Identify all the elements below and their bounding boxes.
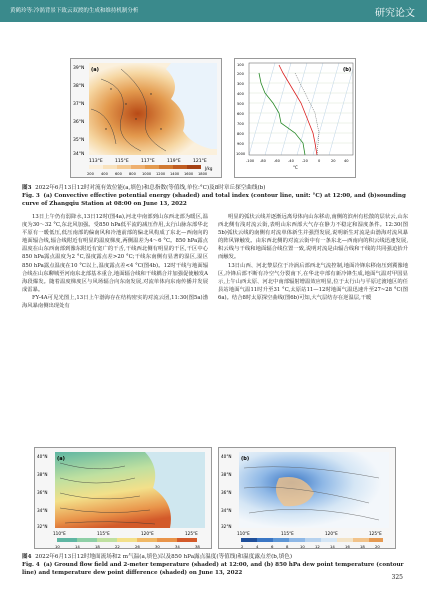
lon-label: 110°E	[237, 531, 250, 536]
paragraph: 明显的弧状云线并逐渐远离母体向山东移动,南侧的滨州有松散的层状云,山东西北侧有浅对流云街,表明山东西部大气存在静力不稳定和湿度条件。12:30(图5b)弧状云线的南侧有对流单体新生并强烈发展,说明新生对流是由渤海对流风暴的阵风锋触发。由东西北侧的对流云街中有一条东北—西南向的积云线迅速发展,积云线与干线和地面辐合线位置一致,说明对流是由辐合线和干线的共同强迫抬升而触发。	[218, 214, 408, 261]
figure-3b-sounding	[234, 58, 356, 178]
caption-cn: 图3 2022年6月13日12时对流有效位能(a,填色)和总指数(等值线,单位:°C)及8时章丘探空曲线(b)	[22, 185, 266, 191]
colorbar-tick: 10	[300, 544, 305, 549]
temp-flow-svg	[35, 448, 212, 549]
colorbar-tick: 1800	[198, 172, 208, 176]
colorbar	[241, 538, 383, 542]
colorbar-tick: 12	[315, 544, 320, 549]
panel-label: (b)	[343, 67, 352, 73]
sounding-svg	[235, 59, 356, 178]
colorbar-tick: 14	[75, 544, 80, 549]
lat-label: 34°N	[37, 508, 48, 513]
lon-label: 110°E	[53, 531, 66, 536]
colorbar-tick: 16	[345, 544, 350, 549]
pressure-label: 400	[237, 92, 244, 96]
pressure-label: 600	[237, 112, 244, 116]
caption-cn: 图4 2022年6月13日12时地面流场和2 m气温(a,填色)以及850 hPa露点温度(等值线)和温度露点差(b,填色)	[22, 554, 293, 560]
lat-label: 39°N	[73, 66, 85, 71]
caption-en: Fig. 4 (a) Ground flow field and 2-meter temperature (shaded) at 12:00, and (b) 850 hPa dew point temperature (contour line) and temperature dew point difference (shaded) on June 13, 2022	[22, 562, 404, 576]
colorbar-tick: 4	[256, 544, 259, 549]
dewpoint-curve	[259, 73, 305, 155]
pressure-label: 1000	[236, 152, 246, 156]
colorbar-tick: 800	[129, 172, 136, 176]
lat-label: 38°N	[73, 84, 85, 89]
lat-label: 36°N	[73, 120, 85, 125]
pressure-label: 700	[237, 122, 244, 126]
lat-label: 32°N	[221, 524, 232, 529]
lon-label: 115°E	[97, 531, 110, 536]
lat-label: 40°N	[37, 454, 48, 459]
temp-label: -20	[302, 159, 308, 163]
pressure-label: 900	[237, 142, 244, 146]
colorbar	[89, 165, 201, 169]
temp-label: 40	[344, 159, 349, 163]
pressure-label: 800	[237, 132, 244, 136]
pressure-label: 200	[237, 72, 244, 76]
cape-map-svg	[71, 59, 222, 178]
caption-en: Fig. 3 (a) Convective effective potential energy (shaded) and total index (contour line, unit: °C) at 12:00, and (b)sounding curve of Zhangqiu Station at 08:00 on June 13, 2022	[22, 193, 406, 207]
temp-label: 20	[331, 159, 336, 163]
temp-label: -60	[274, 159, 280, 163]
running-title: 黄鹤玲等:冷涡背景下致云双渡的生成和维持机制分析	[10, 8, 139, 14]
parcel-curve	[295, 73, 319, 155]
panel-label: (a)	[91, 67, 99, 73]
pressure-label: 100	[237, 63, 244, 67]
temp-label: 0	[318, 159, 321, 163]
colorbar-tick: 26	[135, 544, 140, 549]
colorbar-tick: 1000	[142, 172, 152, 176]
lon-label: 120°E	[325, 531, 338, 536]
section-label: 研究论文	[375, 8, 415, 19]
lat-label: 40°N	[221, 454, 232, 459]
colorbar-tick: 10	[55, 544, 60, 549]
lon-label: 117°E	[141, 159, 155, 164]
page-number: 325	[391, 574, 403, 581]
colorbar-tick: 400	[101, 172, 108, 176]
figure-4-caption	[22, 553, 407, 577]
lon-label: 121°E	[193, 159, 207, 164]
colorbar-tick: 34	[175, 544, 180, 549]
paragraph: 13日上午仍有弱降水,13日12时(图4a),河北中南部到山东西北部为暖区,温度为30～32 °C,东北风加强。受850 hPa低平流的减压作用,太行山脉东部华北平原有一暖低压,低压南部的偏南风和冷池前部的偏北风构成了东北—西南向的地面辐合线,辐合线附近有明显的温度梯度,两侧温差为4～6 °C。850 hPa露点温度在山东西南部到豫东附近有宽广的干舌,干线西北侧有明显的干区,干区中心850 hPa露点温度为2 °C,湿度露点差>20 °C;干线东南侧有显著的湿区,湿区850 hPa露点温度在10 °C以上,温度露点差<4 °C(图4b)。12时干线与地面辐合线在山东聊城至河南东北部基本重合,地面辐合线和干线耦合并加强促使触发A海段爆发。随着温度梯度区与风场辐合向东南发展,对流单体向东南传播并发展成雷暴。	[22, 214, 208, 293]
body-column-left	[22, 213, 208, 443]
panel-label: (a)	[57, 456, 65, 462]
colorbar-tick: 2	[241, 544, 244, 549]
colorbar-tick: 600	[115, 172, 122, 176]
lon-label: 119°E	[167, 159, 181, 164]
colorbar-tick: 8	[286, 544, 289, 549]
pressure-label: 300	[237, 82, 244, 86]
colorbar-tick: 14	[330, 544, 335, 549]
figure-3-caption	[22, 184, 407, 208]
lat-label: 35°N	[73, 138, 85, 143]
lon-label: 125°E	[185, 531, 198, 536]
colorbar-tick: 18	[95, 544, 100, 549]
colorbar-tick: 6	[271, 544, 274, 549]
temp-label: -80	[260, 159, 266, 163]
running-header	[0, 0, 427, 22]
colorbar-tick: 22	[115, 544, 120, 549]
figure-3a-map	[70, 58, 222, 178]
lon-label: 115°E	[115, 159, 129, 164]
lon-label: 113°E	[89, 159, 103, 164]
colorbar-tick: 1400	[170, 172, 180, 176]
lat-label: 37°N	[73, 102, 85, 107]
paragraph: 13日山西、河北黎层位于冷涡后部西北气流控制,地面冷锋东移南压到冀豫地区,冷锋后部不断有冷空气分裂南下,在华北中部有新冷锋生成,地面气温对甲国显示,上午山西太原、河北中南部辐射增温效应明显,位于太行山与平原过渡地区的任县站地面气温11时升至31 °C,太原站11—12时地面气温迅速升至27~28 °C(图6a)。结合8时太原探空曲线(图6b)可知,大气层结存在逆温层,干暖	[218, 262, 408, 301]
figure-4b-map	[218, 447, 396, 549]
lat-label: 34°N	[73, 152, 85, 157]
lon-label: 120°E	[141, 531, 154, 536]
temp-label: -40	[288, 159, 294, 163]
temp-label: -100	[246, 159, 255, 163]
colorbar-tick: 38	[195, 544, 200, 549]
figure-4a-map	[34, 447, 212, 549]
body-column-right	[218, 213, 408, 443]
isotherm-lines	[249, 63, 353, 155]
lon-label: 125°E	[369, 531, 382, 536]
panel-label: (b)	[241, 456, 250, 462]
dewpoint-field	[239, 452, 389, 528]
colorbar	[57, 538, 197, 542]
lat-label: 32°N	[37, 524, 48, 529]
paragraph: FY-4A可见光图上,13日上午渤海存在结构密实的对流云团,11:30(图5a)渤海风暴南侧出现处有	[22, 294, 208, 310]
colorbar-tick: 30	[155, 544, 160, 549]
lat-label: 36°N	[37, 490, 48, 495]
lat-label: 36°N	[221, 490, 232, 495]
temp-unit: °C	[293, 165, 298, 170]
lat-label: 38°N	[37, 472, 48, 477]
lat-label: 38°N	[221, 472, 232, 477]
colorbar-unit: J/kg	[205, 166, 213, 171]
lat-label: 34°N	[221, 508, 232, 513]
colorbar-tick: 20	[375, 544, 380, 549]
colorbar-tick: 1600	[184, 172, 194, 176]
colorbar-tick: 1200	[156, 172, 166, 176]
colorbar-tick: 18	[360, 544, 365, 549]
lon-label: 115°E	[281, 531, 294, 536]
dewpoint-svg	[219, 448, 396, 549]
colorbar-tick: 200	[87, 172, 94, 176]
pressure-label: 500	[237, 102, 244, 106]
